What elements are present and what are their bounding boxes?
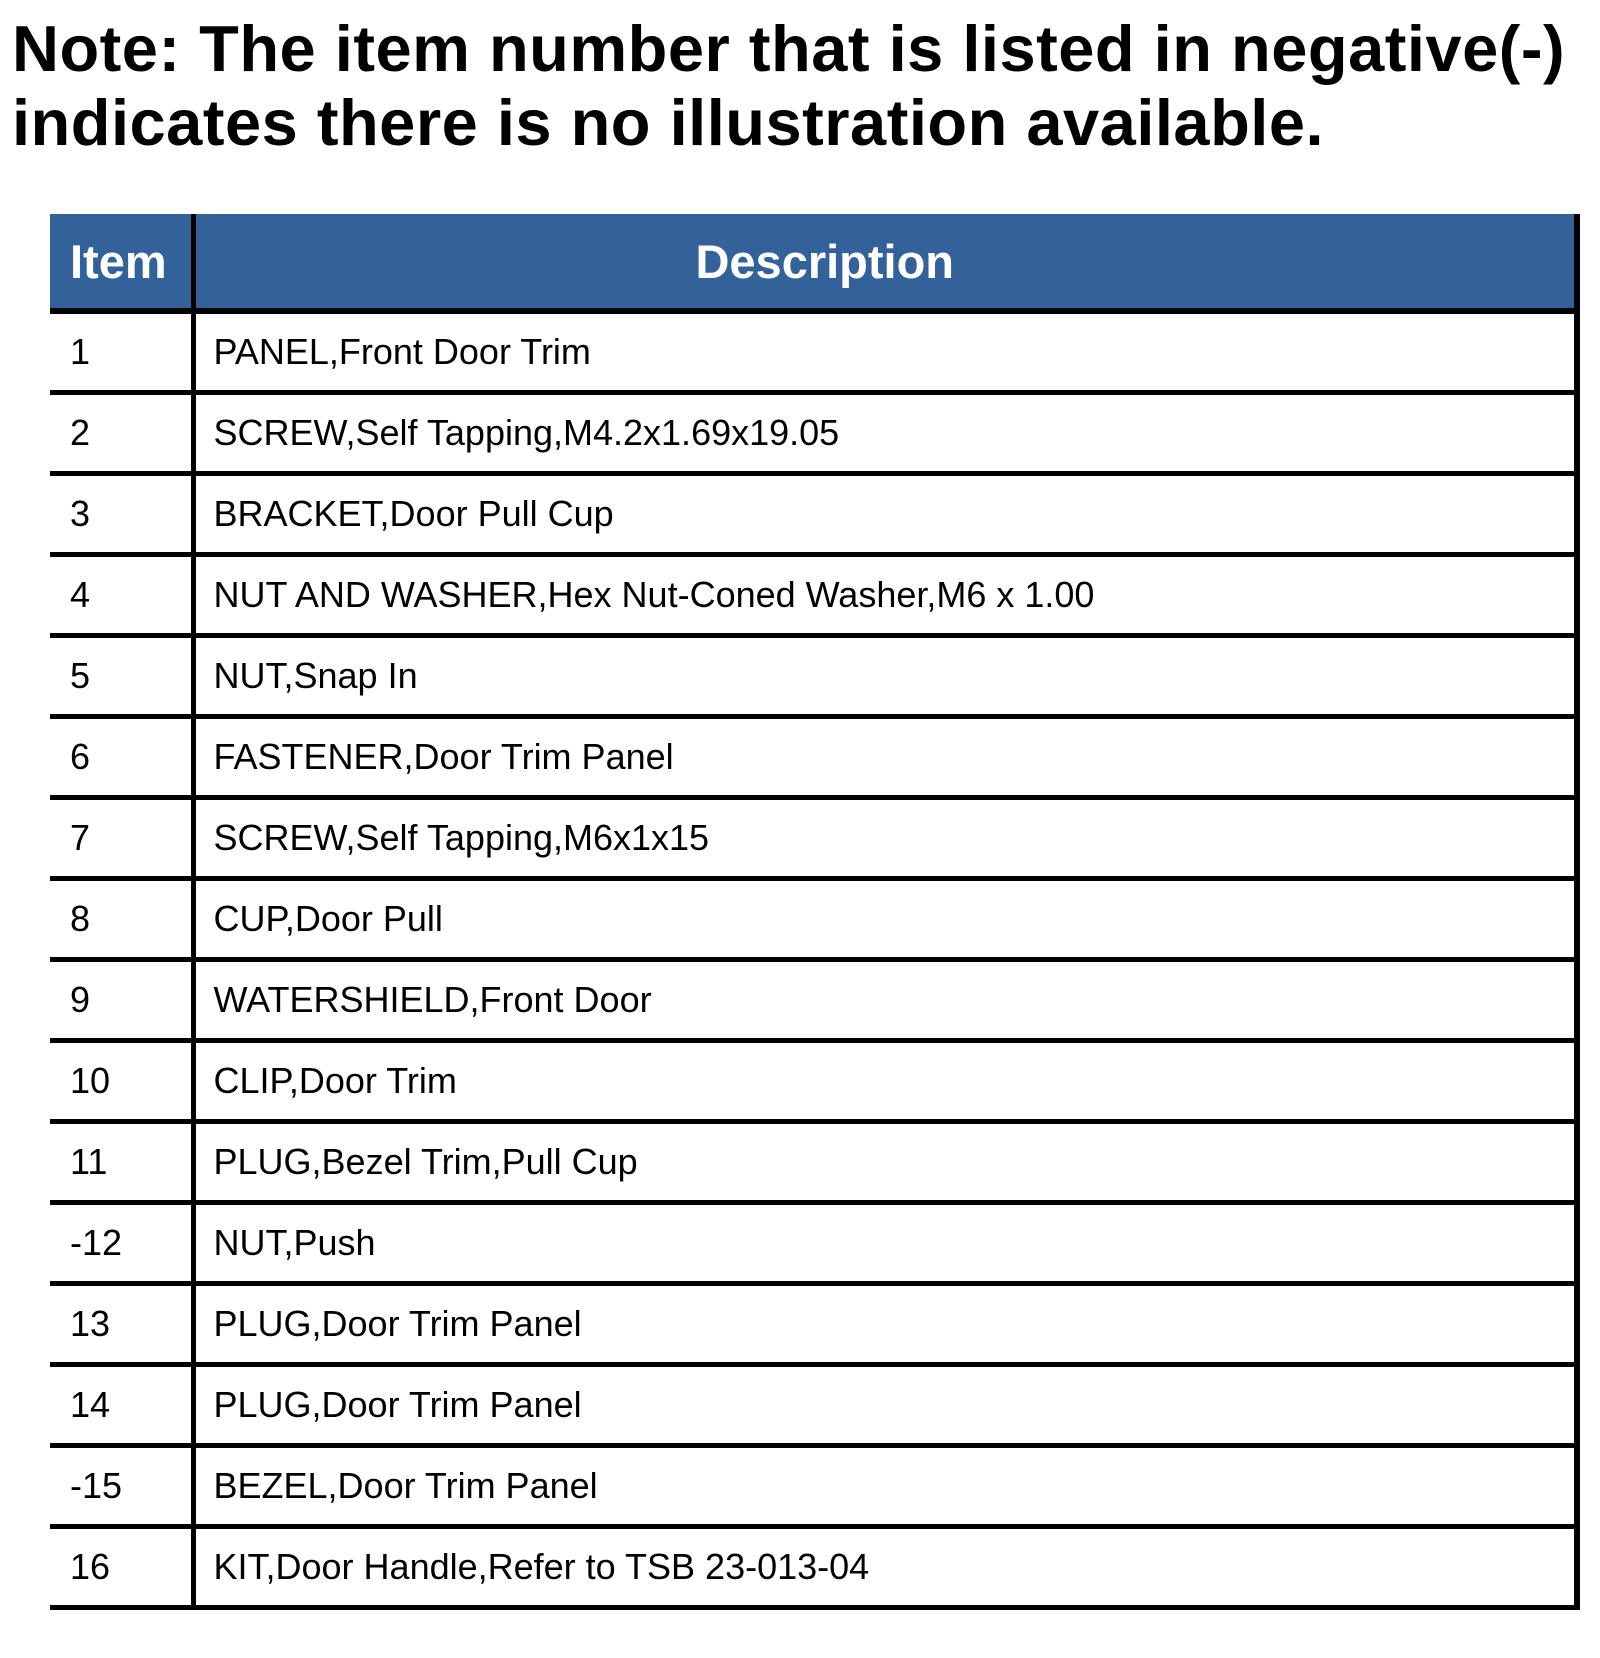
item-number: 8 — [50, 879, 193, 960]
table-row — [50, 636, 1577, 717]
item-number: 6 — [50, 717, 193, 798]
item-description: KIT,Door Handle,Refer to TSB 23-013-04 — [193, 1527, 1577, 1608]
item-description: FASTENER,Door Trim Panel — [193, 717, 1577, 798]
item-description: NUT,Snap In — [193, 636, 1577, 717]
item-description: BRACKET,Door Pull Cup — [193, 474, 1577, 555]
table-row — [50, 393, 1577, 474]
header-row — [50, 214, 1577, 311]
item-description: WATERSHIELD,Front Door — [193, 960, 1577, 1041]
item-description: NUT AND WASHER,Hex Nut-Coned Washer,M6 x 1.00 — [193, 555, 1577, 636]
parts-table — [50, 214, 1580, 1610]
note-line-2: indicates there is no illustration available. — [12, 86, 1325, 159]
table-row — [50, 474, 1577, 555]
item-number: 14 — [50, 1365, 193, 1446]
item-description: SCREW,Self Tapping,M4.2x1.69x19.05 — [193, 393, 1577, 474]
item-number: 3 — [50, 474, 193, 555]
item-number: 1 — [50, 311, 193, 393]
table-row — [50, 1365, 1577, 1446]
item-description: PLUG,Door Trim Panel — [193, 1284, 1577, 1365]
item-description: CUP,Door Pull — [193, 879, 1577, 960]
item-description: BEZEL,Door Trim Panel — [193, 1446, 1577, 1527]
table-row — [50, 879, 1577, 960]
table-row — [50, 1041, 1577, 1122]
table-header — [50, 214, 1577, 311]
table-row — [50, 1203, 1577, 1284]
item-number: 9 — [50, 960, 193, 1041]
table-row — [50, 1284, 1577, 1365]
item-number: -12 — [50, 1203, 193, 1284]
item-description: PLUG,Bezel Trim,Pull Cup — [193, 1122, 1577, 1203]
table-row — [50, 311, 1577, 393]
item-description: CLIP,Door Trim — [193, 1041, 1577, 1122]
note-line-1: Note: The item number that is listed in negative(-) — [12, 12, 1566, 85]
table-row — [50, 555, 1577, 636]
item-number: 10 — [50, 1041, 193, 1122]
column-header-description: Description — [193, 214, 1577, 311]
item-number: 13 — [50, 1284, 193, 1365]
table-row — [50, 1527, 1577, 1608]
table-row — [50, 1446, 1577, 1527]
table-row — [50, 717, 1577, 798]
item-number: 5 — [50, 636, 193, 717]
table-body — [50, 311, 1577, 1608]
column-header-item: Item — [50, 214, 193, 311]
item-description: PANEL,Front Door Trim — [193, 311, 1577, 393]
item-description: NUT,Push — [193, 1203, 1577, 1284]
item-number: 7 — [50, 798, 193, 879]
table-row — [50, 1122, 1577, 1203]
item-number: 16 — [50, 1527, 193, 1608]
table-row — [50, 960, 1577, 1041]
item-number: -15 — [50, 1446, 193, 1527]
item-number: 4 — [50, 555, 193, 636]
note-heading — [12, 12, 1592, 160]
item-number: 2 — [50, 393, 193, 474]
item-description: SCREW,Self Tapping,M6x1x15 — [193, 798, 1577, 879]
item-description: PLUG,Door Trim Panel — [193, 1365, 1577, 1446]
item-number: 11 — [50, 1122, 193, 1203]
table-row — [50, 798, 1577, 879]
